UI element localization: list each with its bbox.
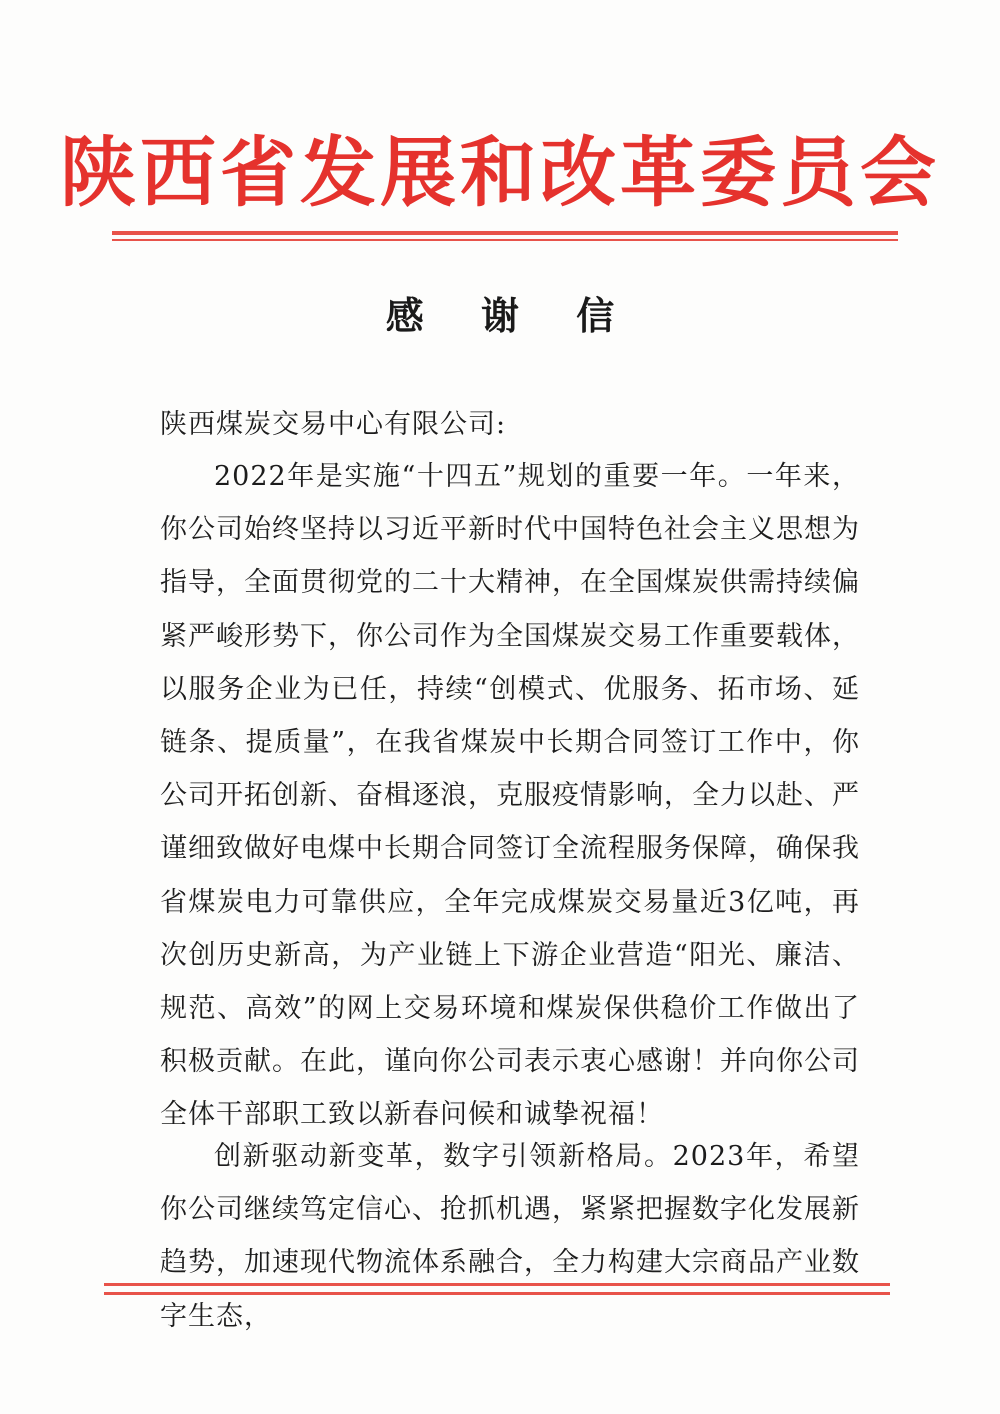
letterhead-rule-thick — [112, 231, 898, 235]
salutation: 陕西煤炭交易中心有限公司: — [160, 409, 507, 440]
organization-letterhead: 陕西省发展和改革委员会 — [60, 128, 940, 217]
footer-rule-bottom — [104, 1292, 890, 1295]
body-paragraph-2: 创新驱动新变革，数字引领新格局。2023年，希望你公司继续笃定信心、抢抓机遇，紧紧把握数字化发展新趋势，加速现代物流体系融合，全力构建大宗商品产业数字生态， — [160, 1141, 860, 1332]
body-paragraph-1: 2022年是实施“十四五”规划的重要一年。一年来，你公司始终坚持以习近平新时代中国特色社会主义思想为指导，全面贯彻党的二十大精神，在全国煤炭供需持续偏紧严峻形势下，你公司作为全国煤炭交易工作重要载体，以服务企业为已任，持续“创模式、优服务、拓市场、延链条、提质量”，在我省煤炭中长期合同签订工作中，你公司开拓创新、奋楫逐浪，克服疫情影响，全力以赴、严谨细致做好电煤中长期合同签订全流程服务保障，确保我省煤炭电力可靠供应，全年完成煤炭交易量近3亿吨，再次创历史新高，为产业链上下游企业营造“阳光、廉洁、规范、高效”的网上交易环境和煤炭保供稳价工作做出了积极贡献。在此，谨向你公司表示衷心感谢！并向你公司全体干部职工致以新春问候和诚挚祝福！ — [160, 461, 860, 1131]
letterhead-rule-thin — [112, 239, 898, 241]
letter-title: 感 谢 信 — [385, 293, 637, 338]
footer-rule-top — [104, 1283, 890, 1286]
